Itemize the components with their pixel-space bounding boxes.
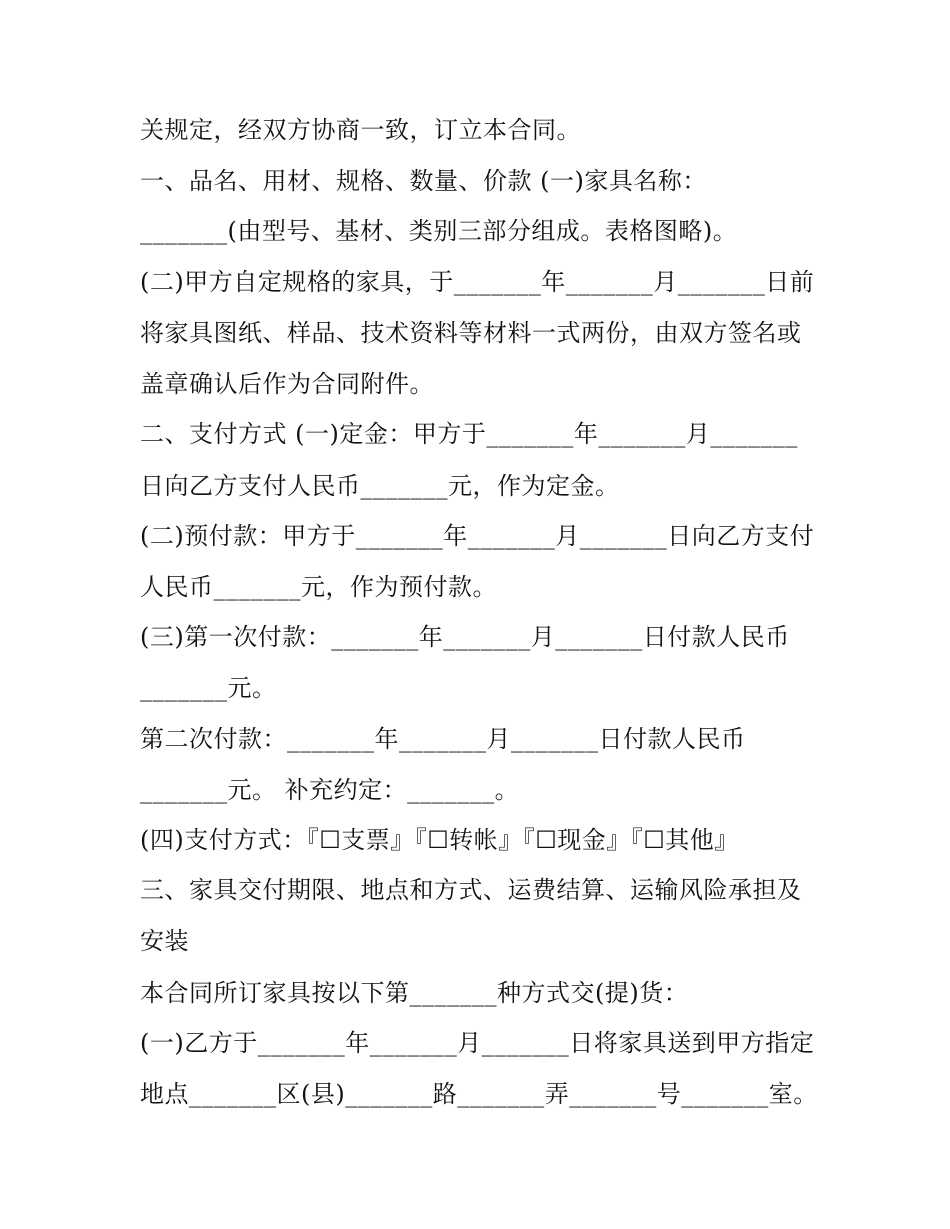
text-line: 本合同所订家具按以下第_______种方式交(提)货： bbox=[140, 979, 689, 1007]
text-line: 盖章确认后作为合同附件。 bbox=[140, 370, 434, 398]
text-line: 二、支付方式 (一)定金：甲方于_______年_______月_______ bbox=[140, 420, 798, 448]
text-line: (三)第一次付款：_______年_______月_______日付款人民币 bbox=[140, 623, 790, 651]
text-line: _______元。 bbox=[140, 674, 277, 702]
text-line: 人民币_______元，作为预付款。 bbox=[140, 573, 497, 601]
text-line: _______元。 补充约定：_______。 bbox=[140, 776, 520, 804]
text-line: 一、品名、用材、规格、数量、价款 (一)家具名称： bbox=[140, 167, 707, 195]
text-line: 日向乙方支付人民币_______元，作为定金。 bbox=[140, 472, 620, 500]
text-line: 三、家具交付期限、地点和方式、运费结算、运输风险承担及 bbox=[140, 876, 802, 904]
text-line: 将家具图纸、样品、技术资料等材料一式两份，由双方签名或 bbox=[140, 319, 802, 347]
text-line: 关规定，经双方协商一致，订立本合同。 bbox=[140, 116, 581, 144]
text-line: _______(由型号、基材、类别三部分组成。表格图略)。 bbox=[140, 217, 738, 245]
text-line: (二)甲方自定规格的家具，于_______年_______月_______日前 bbox=[140, 268, 815, 296]
text-line: (一)乙方于_______年_______月_______日将家具送到甲方指定 bbox=[140, 1029, 815, 1057]
text-line: 安装 bbox=[140, 927, 189, 955]
text-line: 地点_______区(县)_______路_______弄_______号_______室。 bbox=[140, 1080, 818, 1108]
text-line: (二)预付款：甲方于_______年_______月_______日向乙方支付 bbox=[140, 522, 815, 550]
text-line: (四)支付方式：『☐支票』『☐转帐』『☐现金』『☐其他』 bbox=[140, 826, 739, 854]
text-line: 第二次付款：_______年_______月_______日付款人民币 bbox=[140, 725, 746, 753]
